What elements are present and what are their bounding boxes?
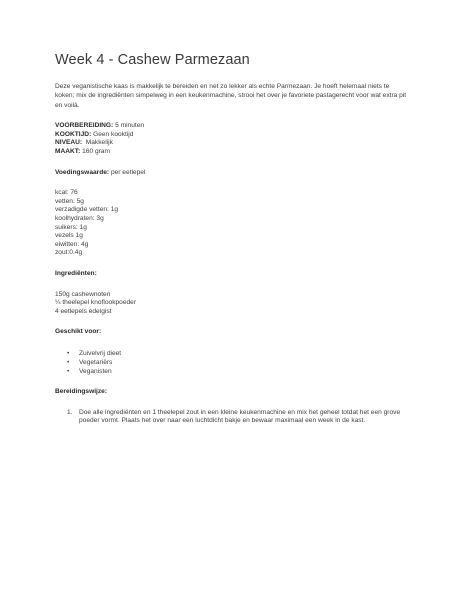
- meta-preparation: [55, 122, 409, 131]
- step-number: 1.: [67, 408, 73, 416]
- nutrition-label: Voedingswaarde:: [55, 168, 110, 176]
- ingredient-item: ¼ theelepel knoflookpoeder: [55, 299, 137, 307]
- suitable-item: Zuivelvrij dieet: [79, 349, 122, 357]
- intro-paragraph: Deze veganistische kaas is makkelijk te bereiden en net zo lekker als echte Parmezaan. Je hoeft helemaal niets te koken; mix de ingrediënten simpelweg in een keukenmachine, strooi het over je favoriete pastagerecht voor wat extra pit en voilà.: [55, 83, 407, 109]
- recipe-meta: [55, 122, 409, 156]
- ingredients-heading: Ingrediënten:: [55, 269, 97, 277]
- ingredients-list: [55, 291, 409, 317]
- meta-label: KOOKTIJD:: [55, 130, 92, 138]
- nutrition-item: kcal: 76: [55, 189, 78, 197]
- nutrition-item: eiwitten: 4g: [55, 240, 89, 248]
- page-title: Week 4 - Cashew Parmezaan: [55, 52, 250, 68]
- method-step: [67, 409, 409, 426]
- bullet-icon: •: [67, 349, 70, 357]
- meta-label: NIVEAU:: [55, 139, 83, 147]
- nutrition-item: vetten: 5g: [55, 197, 84, 205]
- suitable-list: [55, 349, 409, 376]
- nutrition-suffix: per eetlepel: [109, 168, 146, 176]
- meta-yield: [55, 148, 409, 157]
- nutrition-item: suikers: 1g: [55, 223, 87, 231]
- list-item: [67, 349, 409, 358]
- meta-label: MAAKT:: [55, 148, 81, 155]
- method-steps: [55, 409, 409, 426]
- bullet-icon: •: [67, 367, 70, 375]
- suitable-item: Veganisten: [79, 367, 112, 375]
- nutrition-item: vezels 1g: [55, 232, 83, 240]
- ingredient-item: 150g cashewnoten: [55, 290, 111, 298]
- step-text: Doe alle ingrediënten en 1 theelepel zout in een kleine keukenmachine en mix het geheel totdat het een grove poeder vormt. Plaats het over naar een luchtdicht bakje en bewaar maximaal een week in de kast.: [79, 408, 401, 425]
- suitable-item: Vegetariërs: [79, 358, 113, 366]
- ingredient-item: 4 eetlepels edelgist: [55, 307, 112, 315]
- nutrition-item: verzadigde vetten: 1g: [55, 206, 119, 214]
- list-item: [67, 358, 409, 367]
- meta-value: 5 minuten: [113, 122, 145, 130]
- meta-cooking-time: [55, 131, 409, 140]
- suitable-heading: Geschikt voor:: [55, 328, 102, 336]
- meta-value: Geen kooktijd: [91, 130, 134, 138]
- method-heading: Bereidingswijze:: [55, 387, 108, 395]
- list-item: [67, 367, 409, 376]
- nutrition-item: zout:0.4g: [55, 249, 83, 257]
- meta-label: VOORBEREIDING:: [55, 122, 114, 130]
- bullet-icon: •: [67, 358, 70, 366]
- meta-level: [55, 139, 409, 148]
- meta-value: Makkelijk: [82, 139, 113, 147]
- meta-value: 160 gram: [80, 148, 110, 155]
- nutrition-list: [55, 189, 409, 258]
- nutrition-heading: [55, 169, 409, 178]
- nutrition-item: koolhydraten: 3g: [55, 214, 104, 222]
